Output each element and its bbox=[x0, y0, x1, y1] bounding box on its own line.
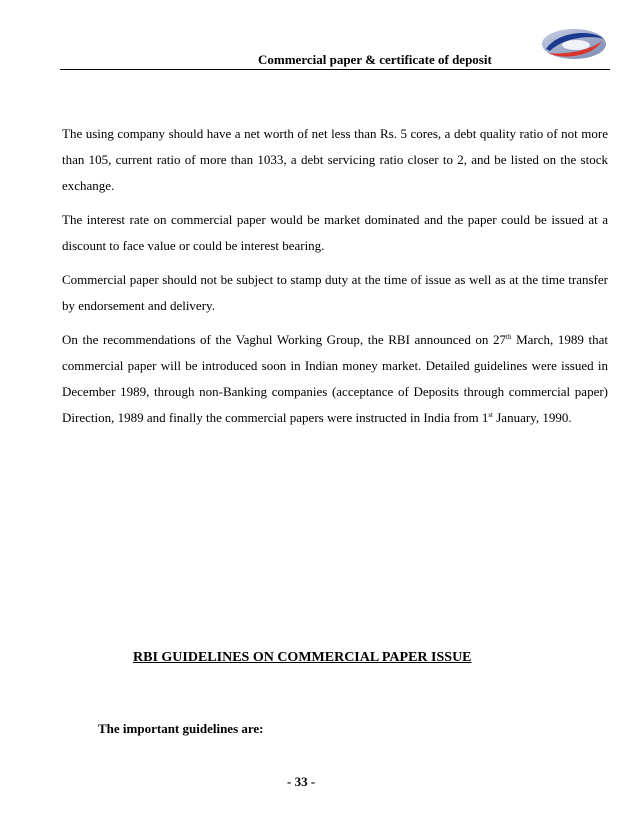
header-divider bbox=[60, 69, 610, 70]
paragraph-text: On the recommendations of the Vaghul Working Group, the RBI announced on 27 bbox=[62, 332, 507, 347]
ordinal-suffix: th bbox=[506, 333, 512, 341]
page-number: - 33 - bbox=[287, 774, 316, 789]
section-intro: The important guidelines are: bbox=[98, 721, 264, 736]
swoosh-logo-icon bbox=[540, 25, 608, 63]
paragraph: The interest rate on commercial paper would be market dominated and the paper could be issued at a discount to face value or could be interest bearing. bbox=[62, 212, 608, 253]
paragraph: Commercial paper should not be subject to stamp duty at the time of issue as well as at the time transfer by endorsement and delivery. bbox=[62, 272, 608, 313]
body-text bbox=[62, 121, 608, 439]
paragraph-text: March, 1989 that commercial paper will be introduced soon in Indian money market. Detailed guidelines were issued in December 1989, through non-Banking companies (acceptance of Deposits through commercial paper) Direction, 1989 and finally the commercial papers were instructed in India from 1 bbox=[62, 332, 608, 425]
paragraph bbox=[62, 327, 608, 431]
ordinal-suffix: st bbox=[488, 411, 493, 419]
section-heading: RBI GUIDELINES ON COMMERCIAL PAPER ISSUE bbox=[133, 650, 472, 665]
paragraph: The using company should have a net worth of net less than Rs. 5 cores, a debt quality ratio of not more than 105, current ratio of more than 1033, a debt servicing ratio closer to 2, and be listed on the stock exchange. bbox=[62, 126, 608, 193]
running-header-title: Commercial paper & certificate of deposit bbox=[258, 52, 492, 67]
paragraph-text: January, 1990. bbox=[493, 410, 572, 425]
